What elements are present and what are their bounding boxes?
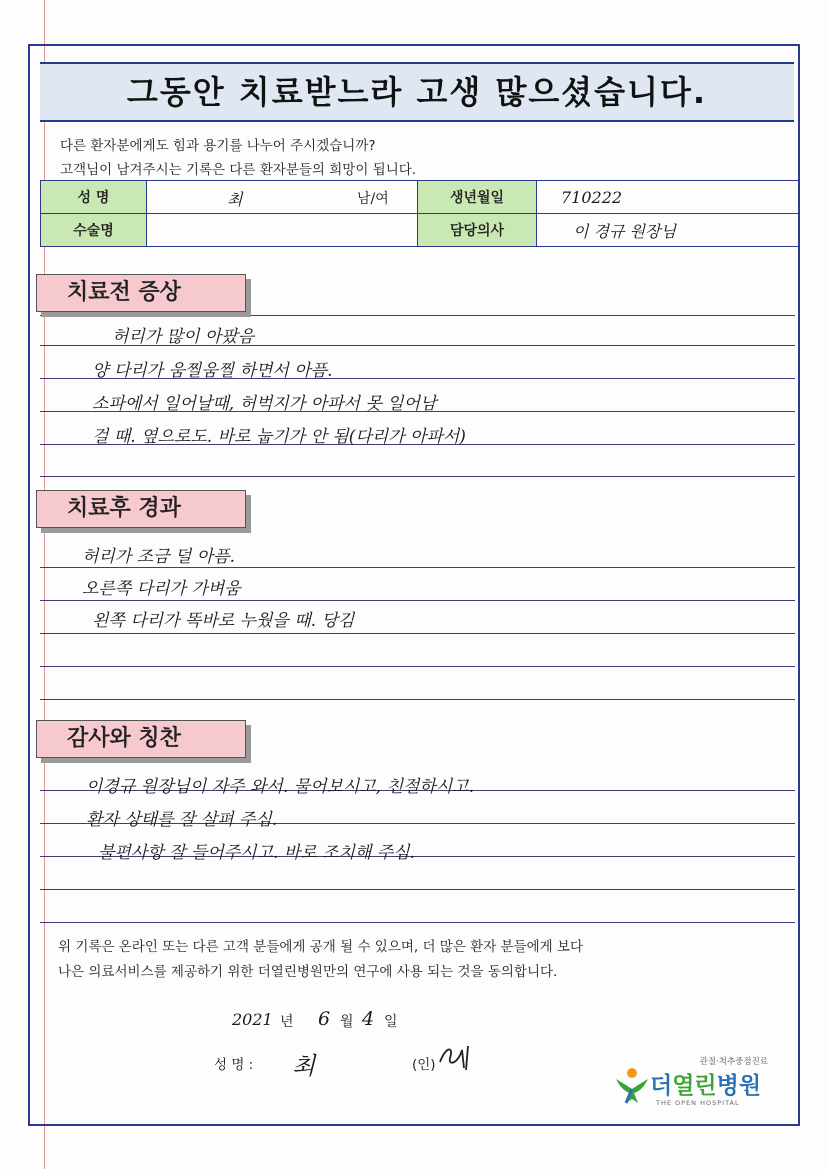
logo-english: THE OPEN HOSPITAL [656, 1099, 740, 1107]
thanks-line-2: 환자 상태를 잘 살펴 주심. [86, 810, 278, 830]
logo-name: 더열린병원 [650, 1073, 762, 1099]
page-title: 그동안 치료받느라 고생 많으셨습니다. [126, 73, 708, 111]
rule-line [40, 666, 795, 667]
gender-value: 남/여 [357, 191, 389, 207]
rule-line [40, 476, 795, 477]
rule-line [40, 315, 795, 316]
hospital-logo [612, 1055, 772, 1115]
patient-info-table [40, 180, 800, 247]
thanks-line-1: 이경규 원장님이 자주 와서. 물어보시고, 친절하시고. [86, 777, 475, 797]
before-line-4: 걸 때. 옆으로도. 바로 눕기가 안 됨(다리가 아파서) [92, 427, 466, 447]
signature-scribble [436, 1040, 480, 1072]
surgery-field[interactable] [147, 214, 418, 247]
thanks-line-3: 불편사항 잘 들어주시고. 바로 조치해 주심. [98, 843, 416, 863]
section-before-title: 치료전 증상 [36, 274, 246, 312]
logo-tagline: 관절·척추중점진료 [699, 1057, 768, 1067]
section-thanks-title: 감사와 칭찬 [36, 720, 246, 758]
title-banner [40, 62, 794, 122]
hospital-logo-icon [612, 1065, 652, 1105]
date-day-unit: 일 [384, 1014, 398, 1030]
date-month-unit: 월 [340, 1014, 354, 1030]
intro-line-1: 다른 환자분에게도 힘과 용기를 나누어 주시겠습니까? [60, 138, 376, 154]
name-value: 최 [227, 190, 243, 209]
doctor-label: 담당의사 [418, 214, 537, 247]
signature-label: 성 명 : [214, 1057, 254, 1073]
surgery-label: 수술명 [41, 214, 147, 247]
before-line-2: 양 다리가 움찔움찔 하면서 아픔. [92, 361, 333, 381]
intro-line-2: 고객님이 남겨주시는 기록은 다른 환자분들의 희망이 됩니다. [60, 162, 417, 178]
rule-line [40, 600, 795, 601]
date-day: 4 [362, 1008, 375, 1030]
after-line-1: 허리가 조금 덜 아픔. [82, 547, 235, 567]
before-line-3: 소파에서 일어날때, 허벅지가 아파서 못 일어남 [92, 394, 437, 414]
doctor-value: 이 경규 원장님 [573, 221, 676, 241]
rule-line [40, 633, 795, 634]
rule-line [40, 889, 795, 890]
date-year-unit: 년 [280, 1014, 294, 1030]
after-line-2: 오른쪽 다리가 가벼움 [82, 579, 241, 599]
birth-value: 710222 [561, 187, 623, 207]
name-field[interactable] [147, 181, 418, 214]
rule-line [40, 567, 795, 568]
consent-line-1: 위 기록은 온라인 또는 다른 고객 분들에게 공개 될 수 있으며, 더 많은 환자 분들에게 보다 [58, 939, 584, 955]
birth-label: 생년월일 [418, 181, 537, 214]
after-line-3: 왼쪽 다리가 똑바로 누웠을 때. 당김 [92, 611, 355, 631]
section-after-title: 치료후 경과 [36, 490, 246, 528]
date-month: 6 [318, 1008, 331, 1030]
before-line-1: 허리가 많이 아팠음 [112, 327, 255, 347]
name-label: 성 명 [41, 181, 147, 214]
rule-line [40, 922, 795, 923]
consent-line-2: 나은 의료서비스를 제공하기 위한 더열린병원만의 연구에 사용 되는 것을 동의합니다. [58, 964, 558, 980]
doctor-field[interactable] [537, 214, 800, 247]
seal-label: (인) [412, 1057, 436, 1073]
rule-line [40, 699, 795, 700]
birth-field[interactable] [537, 181, 800, 214]
date-year: 2021 [232, 1010, 273, 1029]
signature-name: 최 [292, 1052, 316, 1080]
